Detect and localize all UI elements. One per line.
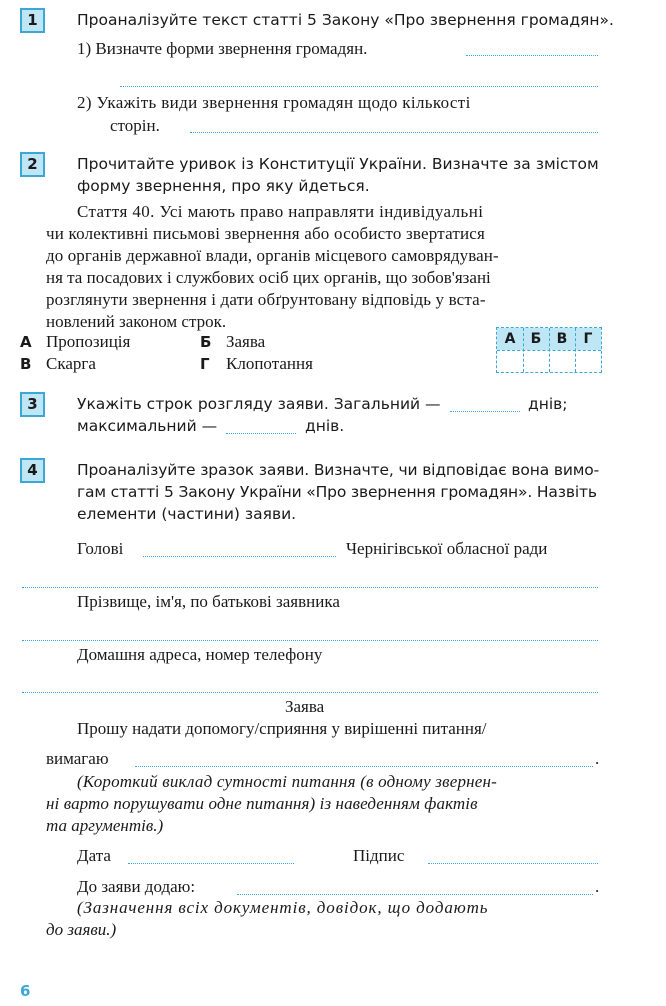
page-number: 6 <box>20 982 31 1000</box>
option-letter-b: Б <box>200 333 212 351</box>
task3-line1-b: днів; <box>528 395 568 413</box>
answer-cell-b[interactable] <box>523 350 549 372</box>
answer-line[interactable] <box>22 692 598 693</box>
form-request-line2: вимагаю <box>46 749 109 768</box>
answer-header-g: Г <box>575 328 601 350</box>
form-note2-line: до заяви.) <box>46 920 117 939</box>
answer-line[interactable] <box>143 556 336 557</box>
answer-line[interactable] <box>22 587 598 588</box>
task-number-2: 2 <box>20 152 45 177</box>
task3-line2-a: максимальний — <box>77 417 218 435</box>
answer-line[interactable] <box>128 863 294 864</box>
answer-line[interactable] <box>22 640 598 641</box>
option-text-v: Скарга <box>46 354 96 373</box>
task4-intro-line3: елементи (частини) заяви. <box>77 505 297 523</box>
answer-line[interactable] <box>450 411 520 412</box>
form-attach-label: До заяви додаю: <box>77 877 196 896</box>
form-sign-label: Підпис <box>353 846 405 865</box>
article-line: до органів державної влади, органів місцевого самоврядуван- <box>46 246 499 265</box>
answer-cell-v[interactable] <box>549 350 575 372</box>
form-note1-line: та аргументів.) <box>46 816 164 835</box>
form-head-label: Голові <box>77 539 124 558</box>
answer-header-v: В <box>549 328 575 350</box>
article-line: розглянути звернення і дати обґрунтовану відповідь у вста- <box>46 290 486 309</box>
answer-line[interactable] <box>190 132 598 133</box>
task4-intro-line2: гам статті 5 Закону України «Про звернення громадян». Назвіть <box>77 483 597 501</box>
form-request-period: . <box>595 749 600 768</box>
option-text-g: Клопотання <box>226 354 313 373</box>
option-text-a: Пропозиція <box>46 332 131 351</box>
article-line: Стаття 40. Усі мають право направляти індивідуальні <box>77 202 484 221</box>
task-number-4: 4 <box>20 458 45 483</box>
form-request-line1: Прошу надати допомогу/сприяння у вирішенні питання/ <box>77 719 487 738</box>
answer-line[interactable] <box>120 86 598 87</box>
form-doc-title: Заява <box>285 697 325 716</box>
answer-cell-g[interactable] <box>575 350 601 372</box>
option-letter-v: В <box>20 355 32 373</box>
task1-item1: 1) Визначте форми звернення громадян. <box>77 39 368 58</box>
answer-header-a: А <box>497 328 523 350</box>
answer-line[interactable] <box>428 863 598 864</box>
form-applicant: Прізвище, ім'я, по батькові заявника <box>77 592 340 611</box>
task-number-1: 1 <box>20 8 45 33</box>
task4-intro-line1: Проаналізуйте зразок заяви. Визначте, чи відповідає вона вимо- <box>77 461 600 479</box>
answer-line[interactable] <box>466 55 598 56</box>
task1-intro: Проаналізуйте текст статті 5 Закону «Про звернення громадян». <box>77 11 614 29</box>
answer-line[interactable] <box>226 433 296 434</box>
form-address: Домашня адреса, номер телефону <box>77 645 323 664</box>
task2-intro-line1: Прочитайте уривок із Конституції України. Визначте за змістом <box>77 155 599 173</box>
answer-cell-a[interactable] <box>497 350 523 372</box>
task3-line1-a: Укажіть строк розгляду заяви. Загальний — <box>77 395 441 413</box>
answer-header-b: Б <box>523 328 549 350</box>
form-note1-line: (Короткий виклад сутності питання (в одному звернен- <box>77 772 498 791</box>
task3-line2-b: днів. <box>305 417 345 435</box>
answer-line[interactable] <box>237 894 593 895</box>
form-attach-period: . <box>595 877 600 896</box>
form-date-label: Дата <box>77 846 111 865</box>
option-letter-a: А <box>20 333 32 351</box>
form-note2-line: (Зазначення всіх документів, довідок, що додають <box>77 898 489 917</box>
article-line: новлений законом строк. <box>46 312 227 331</box>
option-text-b: Заява <box>226 332 266 351</box>
answer-grid <box>496 327 602 373</box>
article-line: чи колективні письмові звернення або особисто звертатися <box>46 224 486 243</box>
task1-item2-line1: 2) Укажіть види звернення громадян щодо кількості <box>77 93 471 112</box>
article-line: ня та посадових і службових осіб цих органів, що зобов'язані <box>46 268 491 287</box>
form-note1-line: ні варто порушувати одне питання) із наведенням фактів <box>46 794 478 813</box>
task2-intro-line2: форму звернення, про яку йдеться. <box>77 177 370 195</box>
task-number-3: 3 <box>20 392 45 417</box>
form-head-org: Чернігівської обласної ради <box>346 539 548 558</box>
task1-item2-line2: сторін. <box>110 116 160 135</box>
option-letter-g: Г <box>200 355 210 373</box>
answer-line[interactable] <box>135 766 593 767</box>
